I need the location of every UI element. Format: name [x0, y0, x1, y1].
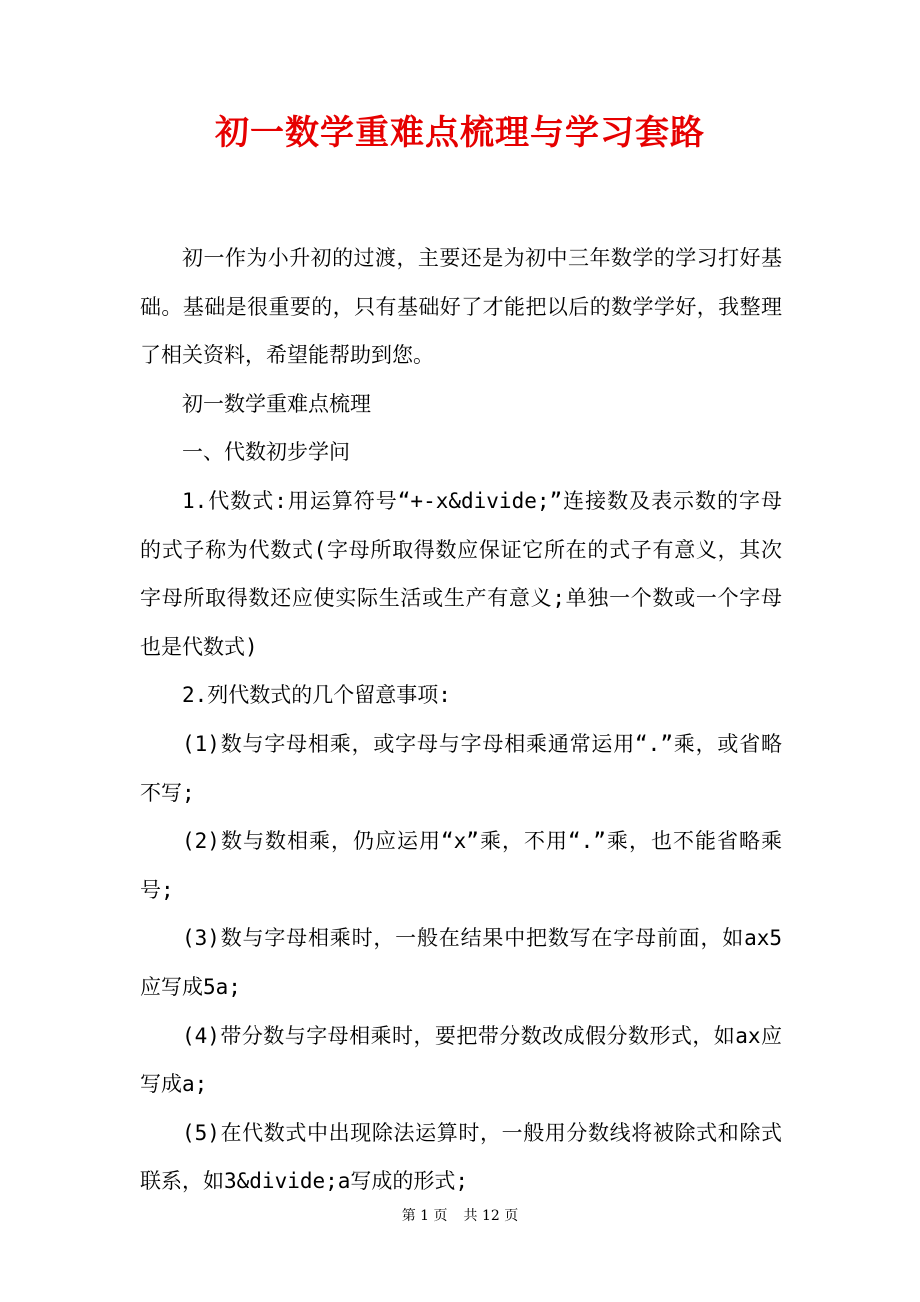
document-body — [140, 234, 782, 1206]
page-footer — [0, 1204, 920, 1228]
paragraph-notes-heading: 2.列代数式的几个留意事项: — [182, 683, 451, 708]
list-item: (2)数与数相乘，仍应运用“x”乘，不用“.”乘，也不能省略乘号; — [140, 829, 782, 902]
paragraph-definition: 1.代数式:用运算符号“+-x&divide;”连接数及表示数的字母的式子称为代数式(字母所取得数应保证它所在的式子有意义，其次字母所取得数还应使实际生活或生产有意义;单独一个数或一个字母也是代数式) — [140, 488, 782, 659]
list-item: (1)数与字母相乘，或字母与字母相乘通常运用“.”乘，或省略不写; — [140, 731, 782, 805]
list-item: (3)数与字母相乘时，一般在结果中把数写在字母前面，如ax5应写成5a; — [140, 926, 782, 999]
subsection-heading: 一、代数初步学问 — [182, 440, 350, 465]
document-title: 初一数学重难点梳理与学习套路 — [215, 113, 705, 153]
list-item: (4)带分数与字母相乘时，要把带分数改成假分数形式，如ax应写成a; — [140, 1023, 782, 1097]
list-item: (5)在代数式中出现除法运算时，一般用分数线将被除式和除式联系，如3&divide;a写成的形式; — [140, 1120, 782, 1194]
page-number: 第 1 页 — [401, 1208, 448, 1224]
page-total: 共 12 页 — [463, 1208, 519, 1224]
paragraph-intro: 初一作为小升初的过渡，主要还是为初中三年数学的学习打好基础。基础是很重要的，只有基础好了才能把以后的数学学好，我整理了相关资料，希望能帮助到您。 — [140, 246, 782, 368]
section-heading: 初一数学重难点梳理 — [182, 391, 371, 416]
